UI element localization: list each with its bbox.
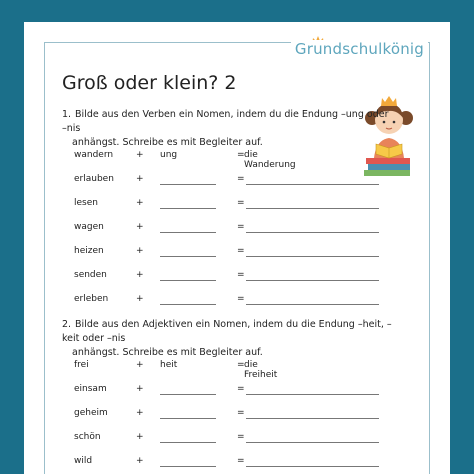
answer-blank[interactable] [246,442,379,443]
answer-blank[interactable] [246,394,379,395]
suffix-blank[interactable] [160,184,216,185]
plus-sign: + [136,432,144,442]
answer-blank[interactable] [246,418,379,419]
plus-sign: + [136,294,144,304]
answer-example: die Wanderung [244,150,296,170]
plus-sign: + [136,174,144,184]
suffix-blank[interactable] [160,418,216,419]
base-word: heizen [74,246,104,256]
suffix-blank[interactable] [160,232,216,233]
base-word: erlauben [74,174,114,184]
base-word: erleben [74,294,109,304]
base-word: schön [74,432,101,442]
answer-blank[interactable] [246,280,379,281]
task2-line2: anhängst. Schreibe es mit Begleiter auf. [72,347,263,358]
base-word: wagen [74,222,104,232]
equals-sign: = [237,384,245,394]
equals-sign: = [237,150,245,160]
equals-sign: = [237,408,245,418]
suffix-example: heit [160,360,178,370]
suffix-blank[interactable] [160,442,216,443]
answer-blank[interactable] [246,232,379,233]
base-word: wild [74,456,93,466]
equals-sign: = [237,198,245,208]
equals-sign: = [237,246,245,256]
answer-blank[interactable] [246,208,379,209]
task2-instruction [62,318,392,360]
base-word: lesen [74,198,98,208]
answer-blank[interactable] [246,304,379,305]
page-title: Groß oder klein? 2 [62,72,237,94]
task1-number: 1. [62,109,72,120]
base-word: wandern [74,150,114,160]
answer-blank[interactable] [246,184,379,185]
plus-sign: + [136,246,144,256]
plus-sign: + [136,360,144,370]
plus-sign: + [136,150,144,160]
plus-sign: + [136,384,144,394]
task1-line1: Bilde aus den Verben ein Nomen, indem du die Endung –ung oder –nis [62,109,389,134]
equals-sign: = [237,222,245,232]
task2-number: 2. [62,319,72,330]
task1-instruction [62,108,392,150]
equals-sign: = [237,456,245,466]
base-word: senden [74,270,107,280]
suffix-blank[interactable] [160,466,216,467]
plus-sign: + [136,198,144,208]
base-word: einsam [74,384,107,394]
worksheet [24,22,450,474]
plus-sign: + [136,222,144,232]
equals-sign: = [237,360,245,370]
answer-example: die Freiheit [244,360,278,380]
base-word: frei [74,360,89,370]
equals-sign: = [237,270,245,280]
task2-line1: Bilde aus den Adjektiven ein Nomen, indem du die Endung –heit, –keit oder –nis [62,319,392,344]
equals-sign: = [237,294,245,304]
brand-logo: Grundschulkönig [291,40,428,58]
plus-sign: + [136,270,144,280]
suffix-example: ung [160,150,178,160]
suffix-blank[interactable] [160,256,216,257]
suffix-blank[interactable] [160,208,216,209]
answer-blank[interactable] [246,466,379,467]
equals-sign: = [237,432,245,442]
suffix-blank[interactable] [160,304,216,305]
base-word: geheim [74,408,108,418]
suffix-blank[interactable] [160,280,216,281]
plus-sign: + [136,408,144,418]
answer-blank[interactable] [246,256,379,257]
plus-sign: + [136,456,144,466]
task1-line2: anhängst. Schreibe es mit Begleiter auf. [72,137,263,148]
equals-sign: = [237,174,245,184]
suffix-blank[interactable] [160,394,216,395]
